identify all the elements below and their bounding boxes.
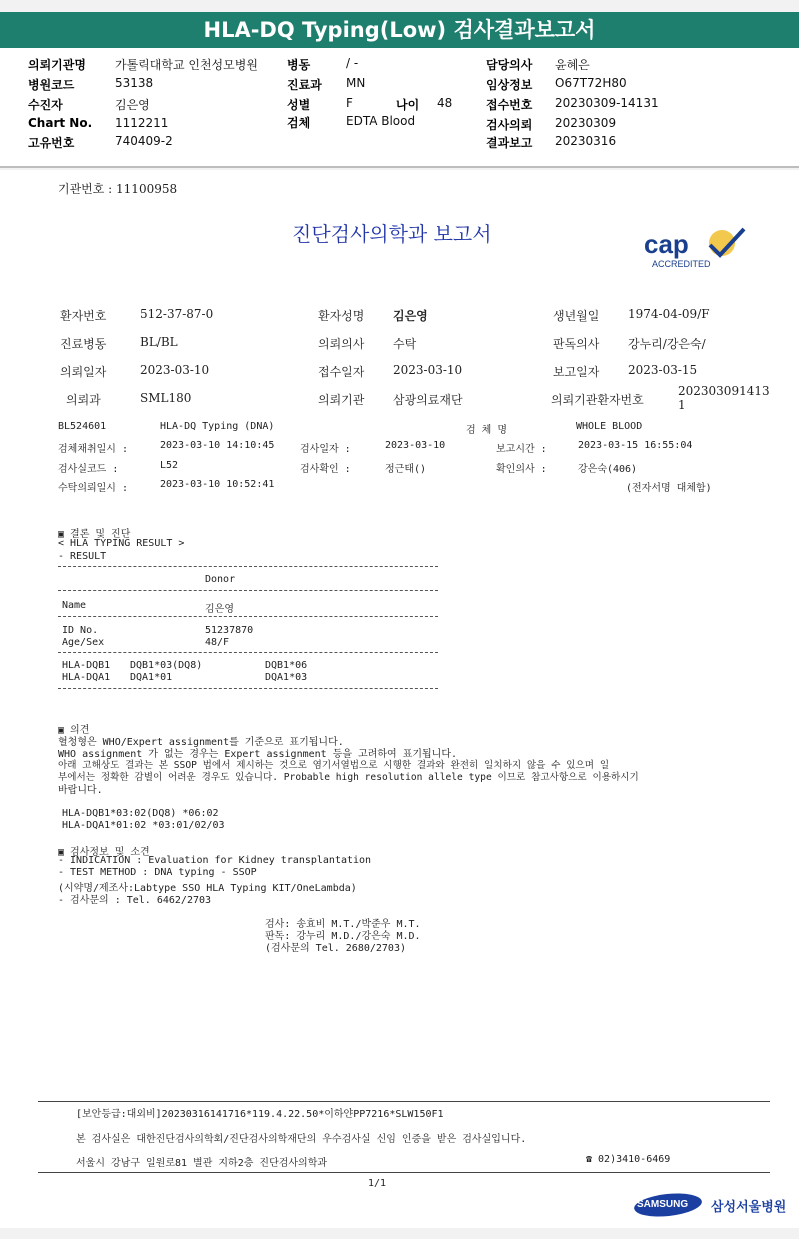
- header-value: 20230309-14131: [555, 96, 659, 110]
- info-label: 판독의사: [553, 337, 600, 351]
- info-value: 512-37-87-0: [140, 307, 214, 321]
- header-value: O67T72H80: [555, 76, 627, 90]
- test-code: BL524601: [58, 421, 107, 432]
- info-label: 접수일자: [318, 365, 365, 379]
- opinion-line: 아래 고해상도 결과는 본 SSOP 법에서 제시하는 것으로 염기서열법으로 시행한 결과와 완전히 일치하지 않을 수 있으며 일: [58, 760, 610, 771]
- info-value: 강누리/강은숙/: [628, 337, 706, 351]
- header-label: 검사의뢰: [486, 118, 533, 132]
- opinion-line: 혈청형은 WHO/Expert assignment를 기준으로 표기됩니다.: [58, 737, 344, 748]
- meta-label: 검체채취일시 :: [58, 444, 129, 455]
- agesex-value: 48/F: [205, 637, 230, 648]
- dqb1-allele-a: DQB1*03(DQ8): [130, 660, 203, 671]
- header-label: 나이: [396, 98, 420, 112]
- esign-note: (전자서명 대체함): [626, 483, 712, 494]
- dqa1-allele-a: DQA1*01: [130, 672, 173, 683]
- agesex-label: Age/Sex: [62, 637, 105, 648]
- meta-label: 검사확인 :: [300, 464, 351, 475]
- institution-number: 기관번호 : 11100958: [58, 182, 178, 196]
- cap-brand: cap: [644, 229, 689, 259]
- info-label: 의뢰과: [66, 393, 101, 407]
- donor-label: Donor: [205, 574, 236, 585]
- header-value: F: [346, 96, 353, 110]
- test-name: HLA-DQ Typing (DNA): [160, 421, 275, 432]
- opinion-line: WHO assignment 가 없는 경우는 Expert assignment 등을 고려하여 표기됩니다.: [58, 749, 458, 760]
- header-value: 20230316: [555, 134, 617, 148]
- info-label: 의뢰일자: [60, 365, 107, 379]
- result-sub1: < HLA TYPING RESULT >: [58, 538, 185, 549]
- meta-label: 검사일자 :: [300, 444, 351, 455]
- header-label: 성별: [287, 98, 311, 112]
- opinion-heading: ▣ 의견: [58, 725, 90, 736]
- header-value: 윤혜은: [555, 58, 590, 72]
- opinion-line: 바랍니다.: [58, 785, 103, 796]
- header-label: 검체: [287, 116, 311, 130]
- footer-bottom-rule: [38, 1172, 770, 1173]
- sign-line: (검사문의 Tel. 2680/2703): [265, 943, 406, 954]
- header-value: MN: [346, 76, 366, 90]
- sign-line: 판독: 강누리 M.D./강은숙 M.D.: [265, 931, 421, 942]
- info-value: 202303091413 1: [678, 384, 770, 412]
- result-heading: ▣ 결론 및 진단: [58, 529, 131, 540]
- meta-label: 검사실코드 :: [58, 464, 119, 475]
- divider: [58, 590, 438, 591]
- testinfo-line: (시약명/제조사:Labtype SSO HLA Typing KIT/OneLambda): [58, 883, 357, 894]
- divider: [58, 688, 438, 689]
- header-value: 53138: [115, 76, 154, 90]
- info-label: 생년월일: [553, 309, 600, 323]
- meta-label: 수탁의뢰일시 :: [58, 483, 129, 494]
- info-label: 환자번호: [60, 309, 107, 323]
- header-value: 740409-2: [115, 134, 173, 148]
- header-label: Chart No.: [28, 116, 93, 130]
- header-label: 의뢰기관명: [28, 58, 86, 72]
- header-label: 결과보고: [486, 136, 533, 150]
- info-label: 의뢰기관: [318, 393, 365, 407]
- dqb1-allele-b: DQB1*06: [265, 660, 308, 671]
- cap-accredited-logo: [640, 225, 750, 275]
- info-label: 의뢰의사: [318, 337, 365, 351]
- info-value: 1974-04-09/F: [628, 307, 710, 321]
- phone-line: ☎ 02)3410-6469: [586, 1154, 671, 1165]
- header-value: 1112211: [115, 116, 169, 130]
- info-label: 보고일자: [553, 365, 600, 379]
- opinion-line: 부에서는 정확한 감별이 어려운 경우도 있습니다. Probable high resolution allele type 이므로 참고사항으로 이용하시기: [58, 772, 639, 783]
- name-label: Name: [62, 600, 87, 611]
- footer-top-rule: [38, 1101, 770, 1102]
- specimen-value: WHOLE BLOOD: [576, 421, 643, 432]
- info-value: 2023-03-15: [628, 363, 698, 377]
- testinfo-line: - INDICATION : Evaluation for Kidney transplantation: [58, 855, 372, 866]
- meta-value: 2023-03-10: [385, 440, 446, 451]
- specimen-label: 검 체 명: [466, 425, 508, 436]
- high-res-dqb1: HLA-DQB1*03:02(DQ8) *06:02: [62, 808, 219, 819]
- sign-line: 검사: 송효비 M.T./박준우 M.T.: [265, 919, 421, 930]
- report-header: [0, 48, 799, 168]
- info-label: 의뢰기관환자번호: [551, 393, 644, 407]
- dqa1-allele-b: DQA1*03: [265, 672, 308, 683]
- header-value: / -: [346, 56, 359, 70]
- header-label: 병동: [287, 58, 311, 72]
- result-sub2: - RESULT: [58, 551, 107, 562]
- header-label: 수진자: [28, 98, 63, 112]
- security-line: [보안등급:대외비]20230316141716*119.4.22.50*이하얀PP7216*SLW150F1: [76, 1109, 444, 1120]
- page-number: 1/1: [368, 1178, 387, 1189]
- header-value: 가톨릭대학교 인천성모병원: [115, 58, 258, 72]
- header-label: 담당의사: [486, 58, 533, 72]
- divider: [58, 566, 438, 567]
- cap-sub: ACCREDITED: [652, 259, 711, 269]
- divider: [58, 616, 438, 617]
- testinfo-line: - TEST METHOD : DNA typing - SSOP: [58, 867, 257, 878]
- header-value: 20230309: [555, 116, 617, 130]
- meta-label: 확인의사 :: [496, 464, 547, 475]
- divider: [58, 652, 438, 653]
- testinfo-heading: ▣ 검사정보 및 소견: [58, 847, 150, 858]
- meta-value: 2023-03-10 10:52:41: [160, 479, 275, 490]
- samsung-hospital-logo: [633, 1192, 787, 1220]
- info-value: 수탁: [393, 337, 417, 351]
- samsung-wordmark: SAMSUNG: [637, 1199, 689, 1210]
- id-value: 51237870: [205, 625, 254, 636]
- high-res-dqa1: HLA-DQA1*01:02 *03:01/02/03: [62, 820, 225, 831]
- info-value: 김은영: [393, 309, 428, 323]
- hospital-name: 삼성서울병원: [711, 1200, 787, 1215]
- name-value: 김은영: [205, 604, 234, 615]
- info-value: BL/BL: [140, 335, 178, 349]
- dqb1-label: HLA-DQB1: [62, 660, 111, 671]
- info-value: 2023-03-10: [140, 363, 210, 377]
- testinfo-line: - 검사문의 : Tel. 6462/2703: [58, 895, 212, 906]
- certification-line: 본 검사실은 대한진단검사의학회/진단검사의학재단의 우수검사실 신임 인증을 받은 검사실입니다.: [76, 1134, 527, 1145]
- header-value: 48: [437, 96, 453, 110]
- meta-value: 강은숙(406): [578, 464, 638, 475]
- meta-value: 2023-03-10 14:10:45: [160, 440, 275, 451]
- header-label: 접수번호: [486, 98, 533, 112]
- info-label: 진료병동: [60, 337, 107, 351]
- header-label: 병원코드: [28, 78, 75, 92]
- report-title: 진단검사의학과 보고서: [292, 222, 492, 246]
- id-label: ID No.: [62, 625, 99, 636]
- address-line: 서울시 강남구 일원로81 별관 지하2층 진단검사의학과: [76, 1158, 328, 1169]
- header-label: 진료과: [287, 78, 322, 92]
- meta-value: 2023-03-15 16:55:04: [578, 440, 693, 451]
- meta-label: 보고시간 :: [496, 444, 547, 455]
- meta-value: L52: [160, 460, 179, 471]
- info-value: 삼광의료재단: [393, 393, 463, 407]
- header-value: EDTA Blood: [346, 114, 416, 128]
- dqa1-label: HLA-DQA1: [62, 672, 111, 683]
- report-banner-title: HLA-DQ Typing(Low) 검사결과보고서: [0, 12, 799, 48]
- header-label: 고유번호: [28, 136, 75, 150]
- meta-value: 정근태(): [385, 464, 427, 475]
- info-value: SML180: [140, 391, 192, 405]
- header-label: 임상정보: [486, 78, 533, 92]
- info-value: 2023-03-10: [393, 363, 463, 377]
- info-label: 환자성명: [318, 309, 365, 323]
- header-value: 김은영: [115, 98, 150, 112]
- report-page: [0, 170, 799, 1228]
